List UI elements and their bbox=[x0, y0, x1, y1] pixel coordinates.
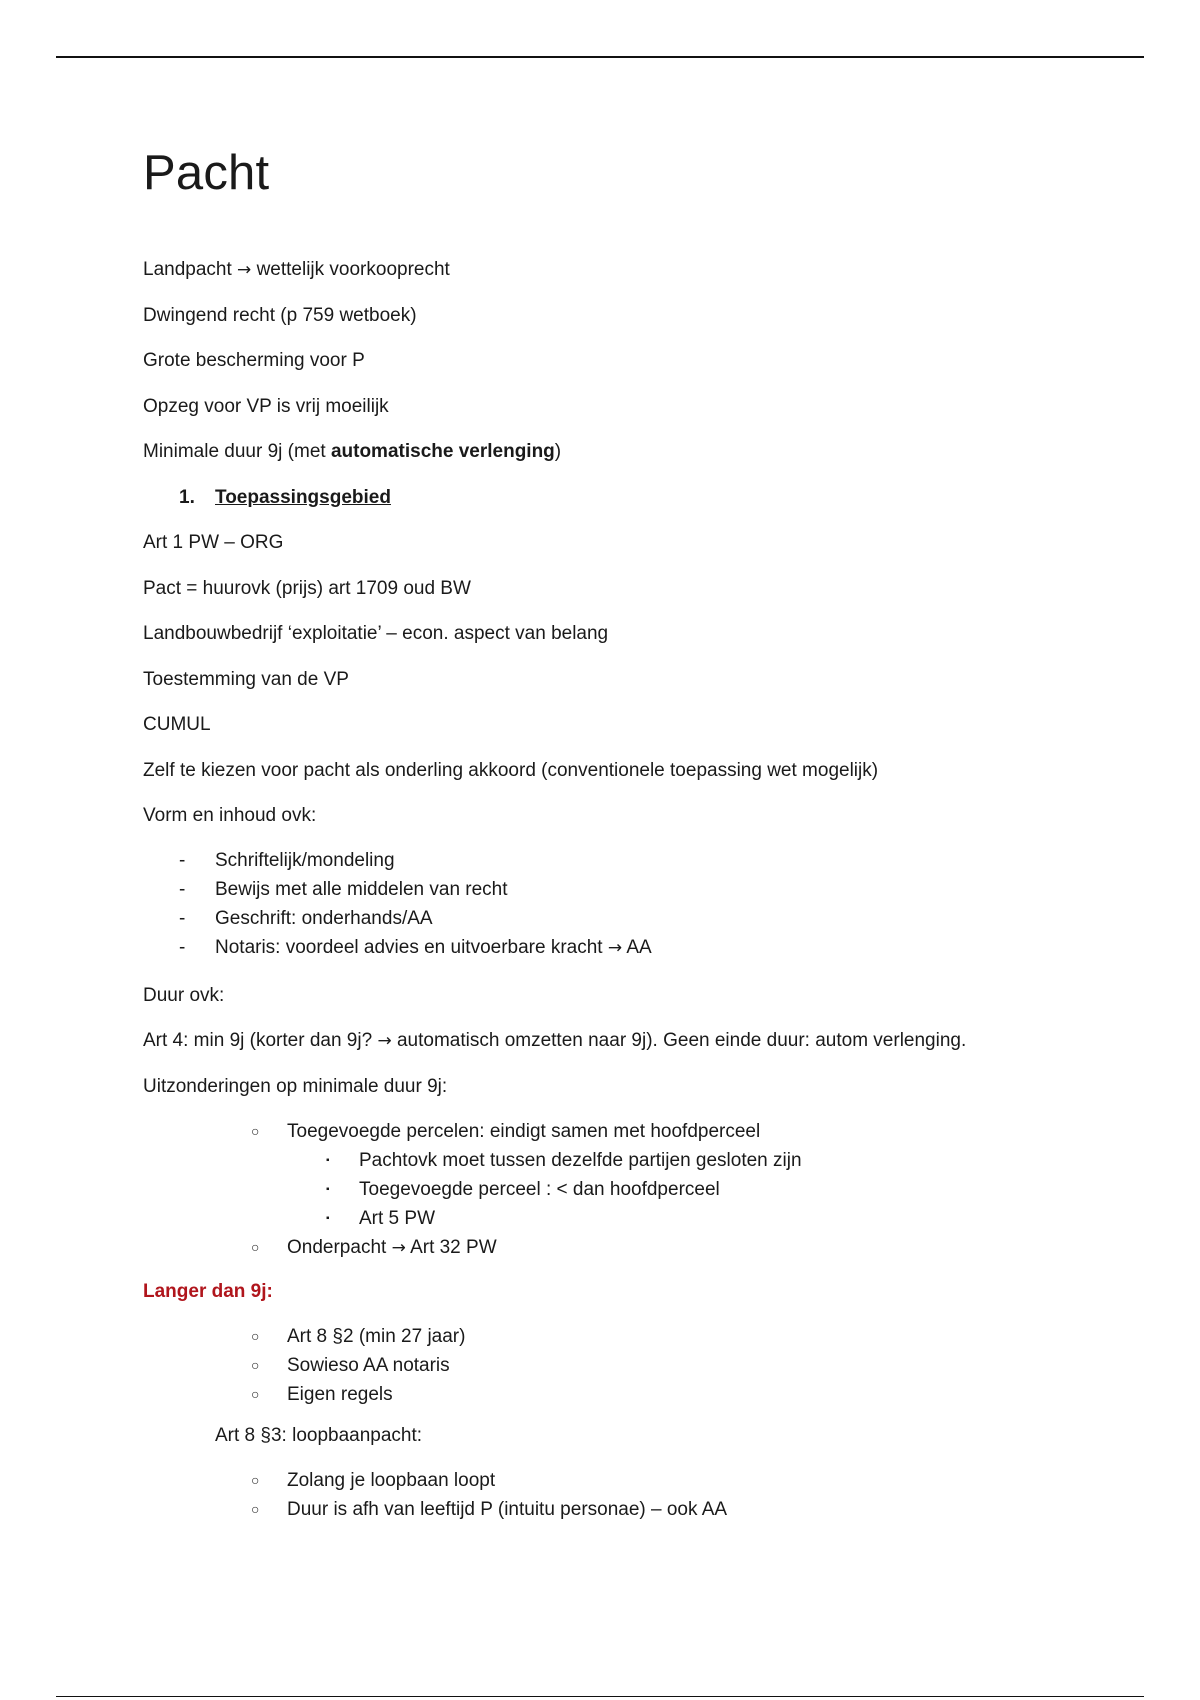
document-body bbox=[143, 145, 1103, 1520]
list-item-text: Schriftelijk/mondeling bbox=[215, 850, 395, 871]
duur-line-3: Uitzonderingen op minimale duur 9j: bbox=[143, 1076, 448, 1097]
intro-line-1 bbox=[143, 257, 450, 283]
dash-icon: - bbox=[179, 937, 186, 958]
intro-line-5 bbox=[143, 439, 561, 465]
duur-line-1: Duur ovk: bbox=[143, 985, 225, 1006]
section-heading-1 bbox=[179, 485, 391, 511]
list-item bbox=[143, 1233, 1043, 1263]
s1-line-7: Vorm en inhoud ovk: bbox=[143, 805, 317, 826]
list-item bbox=[143, 904, 1043, 933]
list-item bbox=[143, 933, 1043, 963]
list-item-text: Art 8 §2 (min 27 jaar) bbox=[287, 1326, 466, 1347]
list-item bbox=[143, 1495, 1043, 1524]
list-item bbox=[143, 875, 1043, 904]
list-item bbox=[143, 1322, 1043, 1351]
dash-icon: - bbox=[179, 908, 186, 929]
intro-line-2: Dwingend recht (p 759 wetboek) bbox=[143, 305, 417, 326]
list-item bbox=[143, 846, 1043, 875]
intro-line-1-post: wettelijk voorkooprecht bbox=[256, 259, 450, 280]
exceptions-list bbox=[143, 1117, 1043, 1146]
duur-line-2 bbox=[143, 1028, 1123, 1054]
square-bullet-icon: ▪ bbox=[326, 1184, 330, 1195]
list-item-text: Geschrift: onderhands/AA bbox=[215, 908, 433, 929]
loopbaan-heading: Art 8 §3: loopbaanpacht: bbox=[215, 1425, 423, 1446]
list-item bbox=[143, 1175, 1043, 1204]
list-item-text-post: AA bbox=[626, 937, 652, 958]
list-item-text: Bewijs met alle middelen van recht bbox=[215, 879, 508, 900]
intro-line-5-post: ) bbox=[554, 441, 562, 462]
list-item bbox=[143, 1351, 1043, 1380]
list-item-text: Toegevoegde percelen: eindigt samen met hoofdperceel bbox=[287, 1121, 761, 1142]
circle-bullet-icon: ○ bbox=[251, 1386, 260, 1402]
intro-line-5-bold: automatische verlenging bbox=[330, 441, 555, 462]
top-rule bbox=[56, 56, 1144, 58]
exceptions-sublist bbox=[143, 1146, 1043, 1233]
s1-line-2: Pact = huurovk (prijs) art 1709 oud BW bbox=[143, 578, 471, 599]
bottom-rule bbox=[56, 1696, 1144, 1697]
circle-bullet-icon: ○ bbox=[251, 1472, 260, 1488]
duur-line-2-pre: Art 4: min 9j (korter dan 9j? bbox=[143, 1030, 373, 1051]
list-item-text: Zolang je loopbaan loopt bbox=[287, 1470, 496, 1491]
s1-line-4: Toestemming van de VP bbox=[143, 669, 349, 690]
arrow-icon: → bbox=[607, 938, 623, 958]
s1-line-5: CUMUL bbox=[143, 714, 211, 735]
list-item-text: Eigen regels bbox=[287, 1384, 393, 1405]
list-item-text: Pachtovk moet tussen dezelfde partijen gesloten zijn bbox=[359, 1150, 802, 1171]
circle-bullet-icon: ○ bbox=[251, 1357, 260, 1373]
list-item bbox=[143, 1204, 1043, 1233]
langer-list bbox=[143, 1322, 1043, 1409]
langer-heading: Langer dan 9j: bbox=[143, 1281, 273, 1302]
circle-bullet-icon: ○ bbox=[251, 1239, 260, 1255]
list-item-text: Sowieso AA notaris bbox=[287, 1355, 450, 1376]
section-number: 1. bbox=[179, 487, 195, 508]
intro-line-5-pre: Minimale duur 9j (met bbox=[143, 441, 331, 462]
list-item bbox=[143, 1117, 1043, 1146]
list-item-text: Art 5 PW bbox=[359, 1208, 436, 1229]
square-bullet-icon: ▪ bbox=[326, 1155, 330, 1166]
duur-line-2-post: automatisch omzetten naar 9j). Geen einde duur: autom verlenging. bbox=[396, 1030, 967, 1051]
intro-line-1-pre: Landpacht bbox=[143, 259, 232, 280]
square-bullet-icon: ▪ bbox=[326, 1213, 330, 1224]
section-title: Toepassingsgebied bbox=[215, 487, 391, 508]
intro-line-4: Opzeg voor VP is vrij moeilijk bbox=[143, 396, 389, 417]
arrow-icon: → bbox=[377, 1031, 392, 1051]
loopbaan-list bbox=[143, 1466, 1043, 1524]
list-item bbox=[143, 1380, 1043, 1409]
arrow-icon: → bbox=[237, 260, 252, 280]
list-item-text: Duur is afh van leeftijd P (intuitu personae) – ook AA bbox=[287, 1499, 728, 1520]
list-item-text: Toegevoegde perceel : < dan hoofdperceel bbox=[359, 1179, 720, 1200]
page-title: Pacht bbox=[143, 146, 270, 200]
intro-line-3: Grote bescherming voor P bbox=[143, 350, 365, 371]
s1-line-1: Art 1 PW – ORG bbox=[143, 532, 284, 553]
circle-bullet-icon: ○ bbox=[251, 1123, 260, 1139]
list-item-text: Notaris: voordeel advies en uitvoerbare kracht bbox=[215, 937, 603, 958]
list-item-text-post: Art 32 PW bbox=[410, 1237, 497, 1258]
list-item bbox=[143, 1146, 1043, 1175]
s1-line-6: Zelf te kiezen voor pacht als onderling akkoord (conventionele toepassing wet mogelijk) bbox=[143, 760, 879, 781]
circle-bullet-icon: ○ bbox=[251, 1501, 260, 1517]
exceptions-list-2 bbox=[143, 1233, 1043, 1263]
vorm-list bbox=[143, 846, 1043, 963]
circle-bullet-icon: ○ bbox=[251, 1328, 260, 1344]
dash-icon: - bbox=[179, 850, 186, 871]
list-item-text-pre: Onderpacht bbox=[287, 1237, 387, 1258]
arrow-icon: → bbox=[391, 1238, 406, 1258]
dash-icon: - bbox=[179, 879, 186, 900]
s1-line-3: Landbouwbedrijf ‘exploitatie’ – econ. aspect van belang bbox=[143, 623, 609, 644]
list-item bbox=[143, 1466, 1043, 1495]
